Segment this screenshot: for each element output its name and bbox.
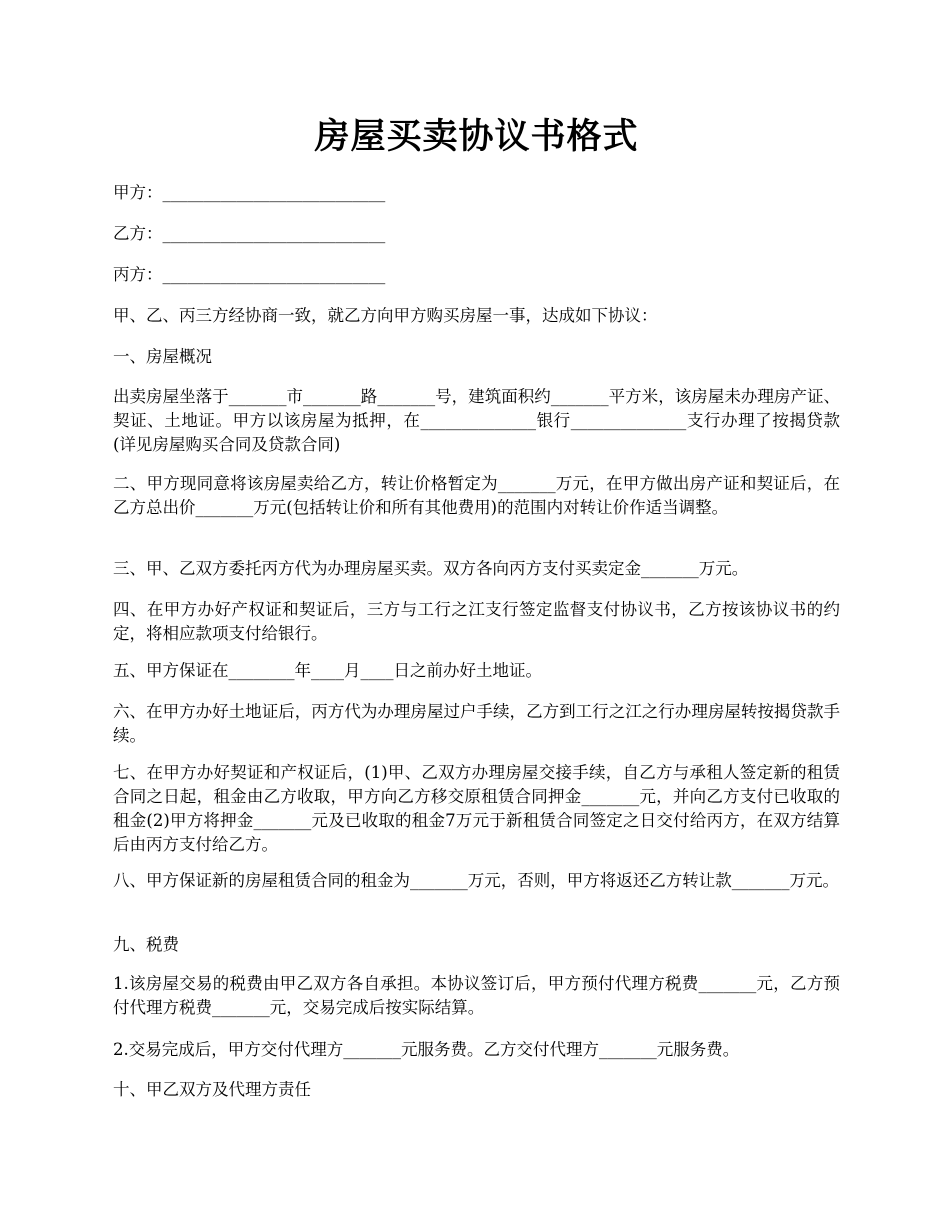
document-title: 房屋买卖协议书格式 xyxy=(314,116,639,157)
preamble: 甲、乙、丙三方经协商一致，就乙方向甲方购买房屋一事，达成如下协议： xyxy=(113,306,658,325)
section-1-body: 出卖房屋坐落于_______市_______路_______号，建筑面积约_______平方米，该房屋未办理房产证、契证、土地证。甲方以该房屋为抵押，在______________银行______________支行办理了按揭贷款(详见房屋购买合同及贷款合同) xyxy=(113,387,840,454)
clause-3: 三、甲、乙双方委托丙方代为办理房屋买卖。双方各向丙方支付买卖定金_______万元。 xyxy=(113,559,749,578)
party-b-line: 乙方：___________________________ xyxy=(113,224,386,243)
clause-9-1: 1.该房屋交易的税费由甲乙双方各自承担。本协议签订后，甲方预付代理方税费_______元，乙方预付代理方税费_______元，交易完成后按实际结算。 xyxy=(113,974,840,1017)
section-1-heading: 一、房屋概况 xyxy=(113,347,212,366)
clause-8: 八、甲方保证新的房屋租赁合同的租金为_______万元，否则，甲方将返还乙方转让款_______万元。 xyxy=(113,871,839,890)
section-9-heading: 九、税费 xyxy=(113,935,179,954)
clause-6: 六、在甲方办好土地证后，丙方代为办理房屋过户手续，乙方到工行之江之行办理房屋转按揭贷款手续。 xyxy=(113,702,840,745)
clause-7: 七、在甲方办好契证和产权证后，(1)甲、乙双方办理房屋交接手续，自乙方与承租人签定新的租赁合同之日起，租金由乙方收取，甲方向乙方移交原租赁合同押金_______元，并向乙方支付已收取的租金(2)甲方将押金_______元及已收取的租金7万元于新租赁合同签定之日交付给丙方，在双方结算后由丙方支付给乙方。 xyxy=(113,763,840,854)
clause-9-2: 2.交易完成后，甲方交付代理方_______元服务费。乙方交付代理方_______元服务费。 xyxy=(113,1040,740,1059)
party-c-line: 丙方：___________________________ xyxy=(113,265,386,284)
clause-4: 四、在甲方办好产权证和契证后，三方与工行之江支行签定监督支付协议书，乙方按该协议书的约定，将相应款项支付给银行。 xyxy=(113,600,840,643)
clause-2: 二、甲方现同意将该房屋卖给乙方，转让价格暂定为_______万元，在甲方做出房产证和契证后，在乙方总出价_______万元(包括转让价和所有其他费用)的范围内对转让价作适当调整。 xyxy=(113,474,840,517)
party-a-line: 甲方：___________________________ xyxy=(113,183,386,202)
clause-5: 五、甲方保证在________年____月____日之前办好土地证。 xyxy=(113,661,542,680)
section-10-heading: 十、甲乙双方及代理方责任 xyxy=(113,1080,311,1099)
